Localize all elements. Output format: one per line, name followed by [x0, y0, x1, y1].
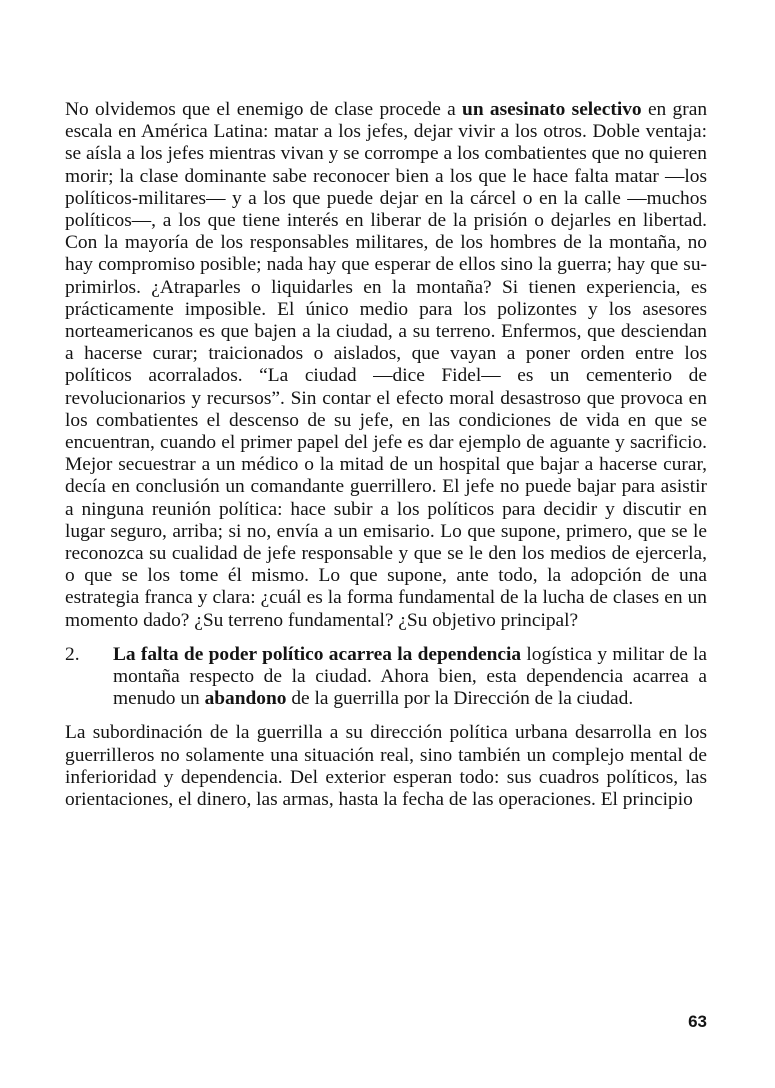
paragraph-1-text-1: No olvidemos que el enemigo de clase procede a [65, 99, 463, 120]
page-number: 63 [688, 1012, 707, 1031]
list-item-2-bold-2: abandono [204, 688, 287, 710]
list-item-2-text-2: de la guerrilla por la Dirección de la ciudad. [286, 688, 634, 710]
list-item-2 [65, 644, 707, 711]
paragraph-1-bold-1: un asesinato selectivo [462, 99, 642, 120]
list-item-number: 2. [65, 643, 80, 665]
page-body [65, 99, 707, 811]
list-item-2-text [113, 644, 707, 711]
list-item-2-text-1: logística y militar de la montaña respecto de la ciudad. Ahora bien, esta dependencia acarrea a menudo un [113, 643, 708, 710]
body-paragraph-2: La subordinación de la guerrilla a su dirección política urbana desarrolla en los guerrilleros no solamente una situación real, sino también un complejo mental de inferioridad y dependencia. Del exterior esperan todo: sus cuadros políticos, las orientaciones, el dinero, las armas, hasta la fecha de las operaciones. El principio [65, 722, 707, 811]
body-paragraph-1 [65, 99, 707, 632]
list-item-2-bold-1: La falta de poder político acarrea la dependencia [113, 643, 522, 665]
paragraph-1-text-2: en gran escala en América Latina: matar a los jefes, dejar vivir a los otros. Doble ventaja: se aísla a los jefes mientras vivan y se corrompe a los combatientes que no quieren morir; la clase dominante sabe reconocer bien a los que le hace falta matar —los políticos-militares— y a los que puede dejar en la cárcel o en la calle —muchos políticos—, a los que tiene interés en liberar de la prisión o dejarles en libertad. Con la mayoría de los responsables militares, de los hombres de la montaña, no hay compromiso posible; nada hay que esperar de ellos sino la guerra; hay que suprimirlos. ¿Atraparles o liquidarles en la montaña? Si tienen experiencia, es prácticamente imposible. El único medio para los polizontes y los asesores norteamericanos es que bajen a la ciudad, a su terreno. Enfermos, que desciendan a hacerse curar; traicionados o aislados, que vayan a poner orden entre los políticos acorralados. “La ciudad —dice Fidel— es un cementerio de revolucionarios y recursos”. Sin contar el efecto moral desastroso que provoca en los combatientes el descenso de su jefe, en las condiciones de vida en que se encuentran, cuando el primer papel del jefe es dar ejemplo de aguante y sacrificio. Mejor secuestrar a un médico o la mitad de un hospital que bajar a hacerse curar, decía en conclusión un comandante guerrillero. El jefe no puede bajar para asistir a ninguna reunión política: hace subir a los políticos para decidir y discutir en lugar seguro, arriba; si no, envía a un emisario. Lo que supone, primero, que se le reconozca su cualidad de jefe responsable y que se le den los medios de ejercerla, o que se los tome él mismo. Lo que supone, ante todo, la adopción de una estrategia franca y clara: ¿cuál es la forma fundamental de la lucha de clases en un momento dado? ¿Su terreno fundamental? ¿Su objetivo principal? [65, 99, 708, 631]
